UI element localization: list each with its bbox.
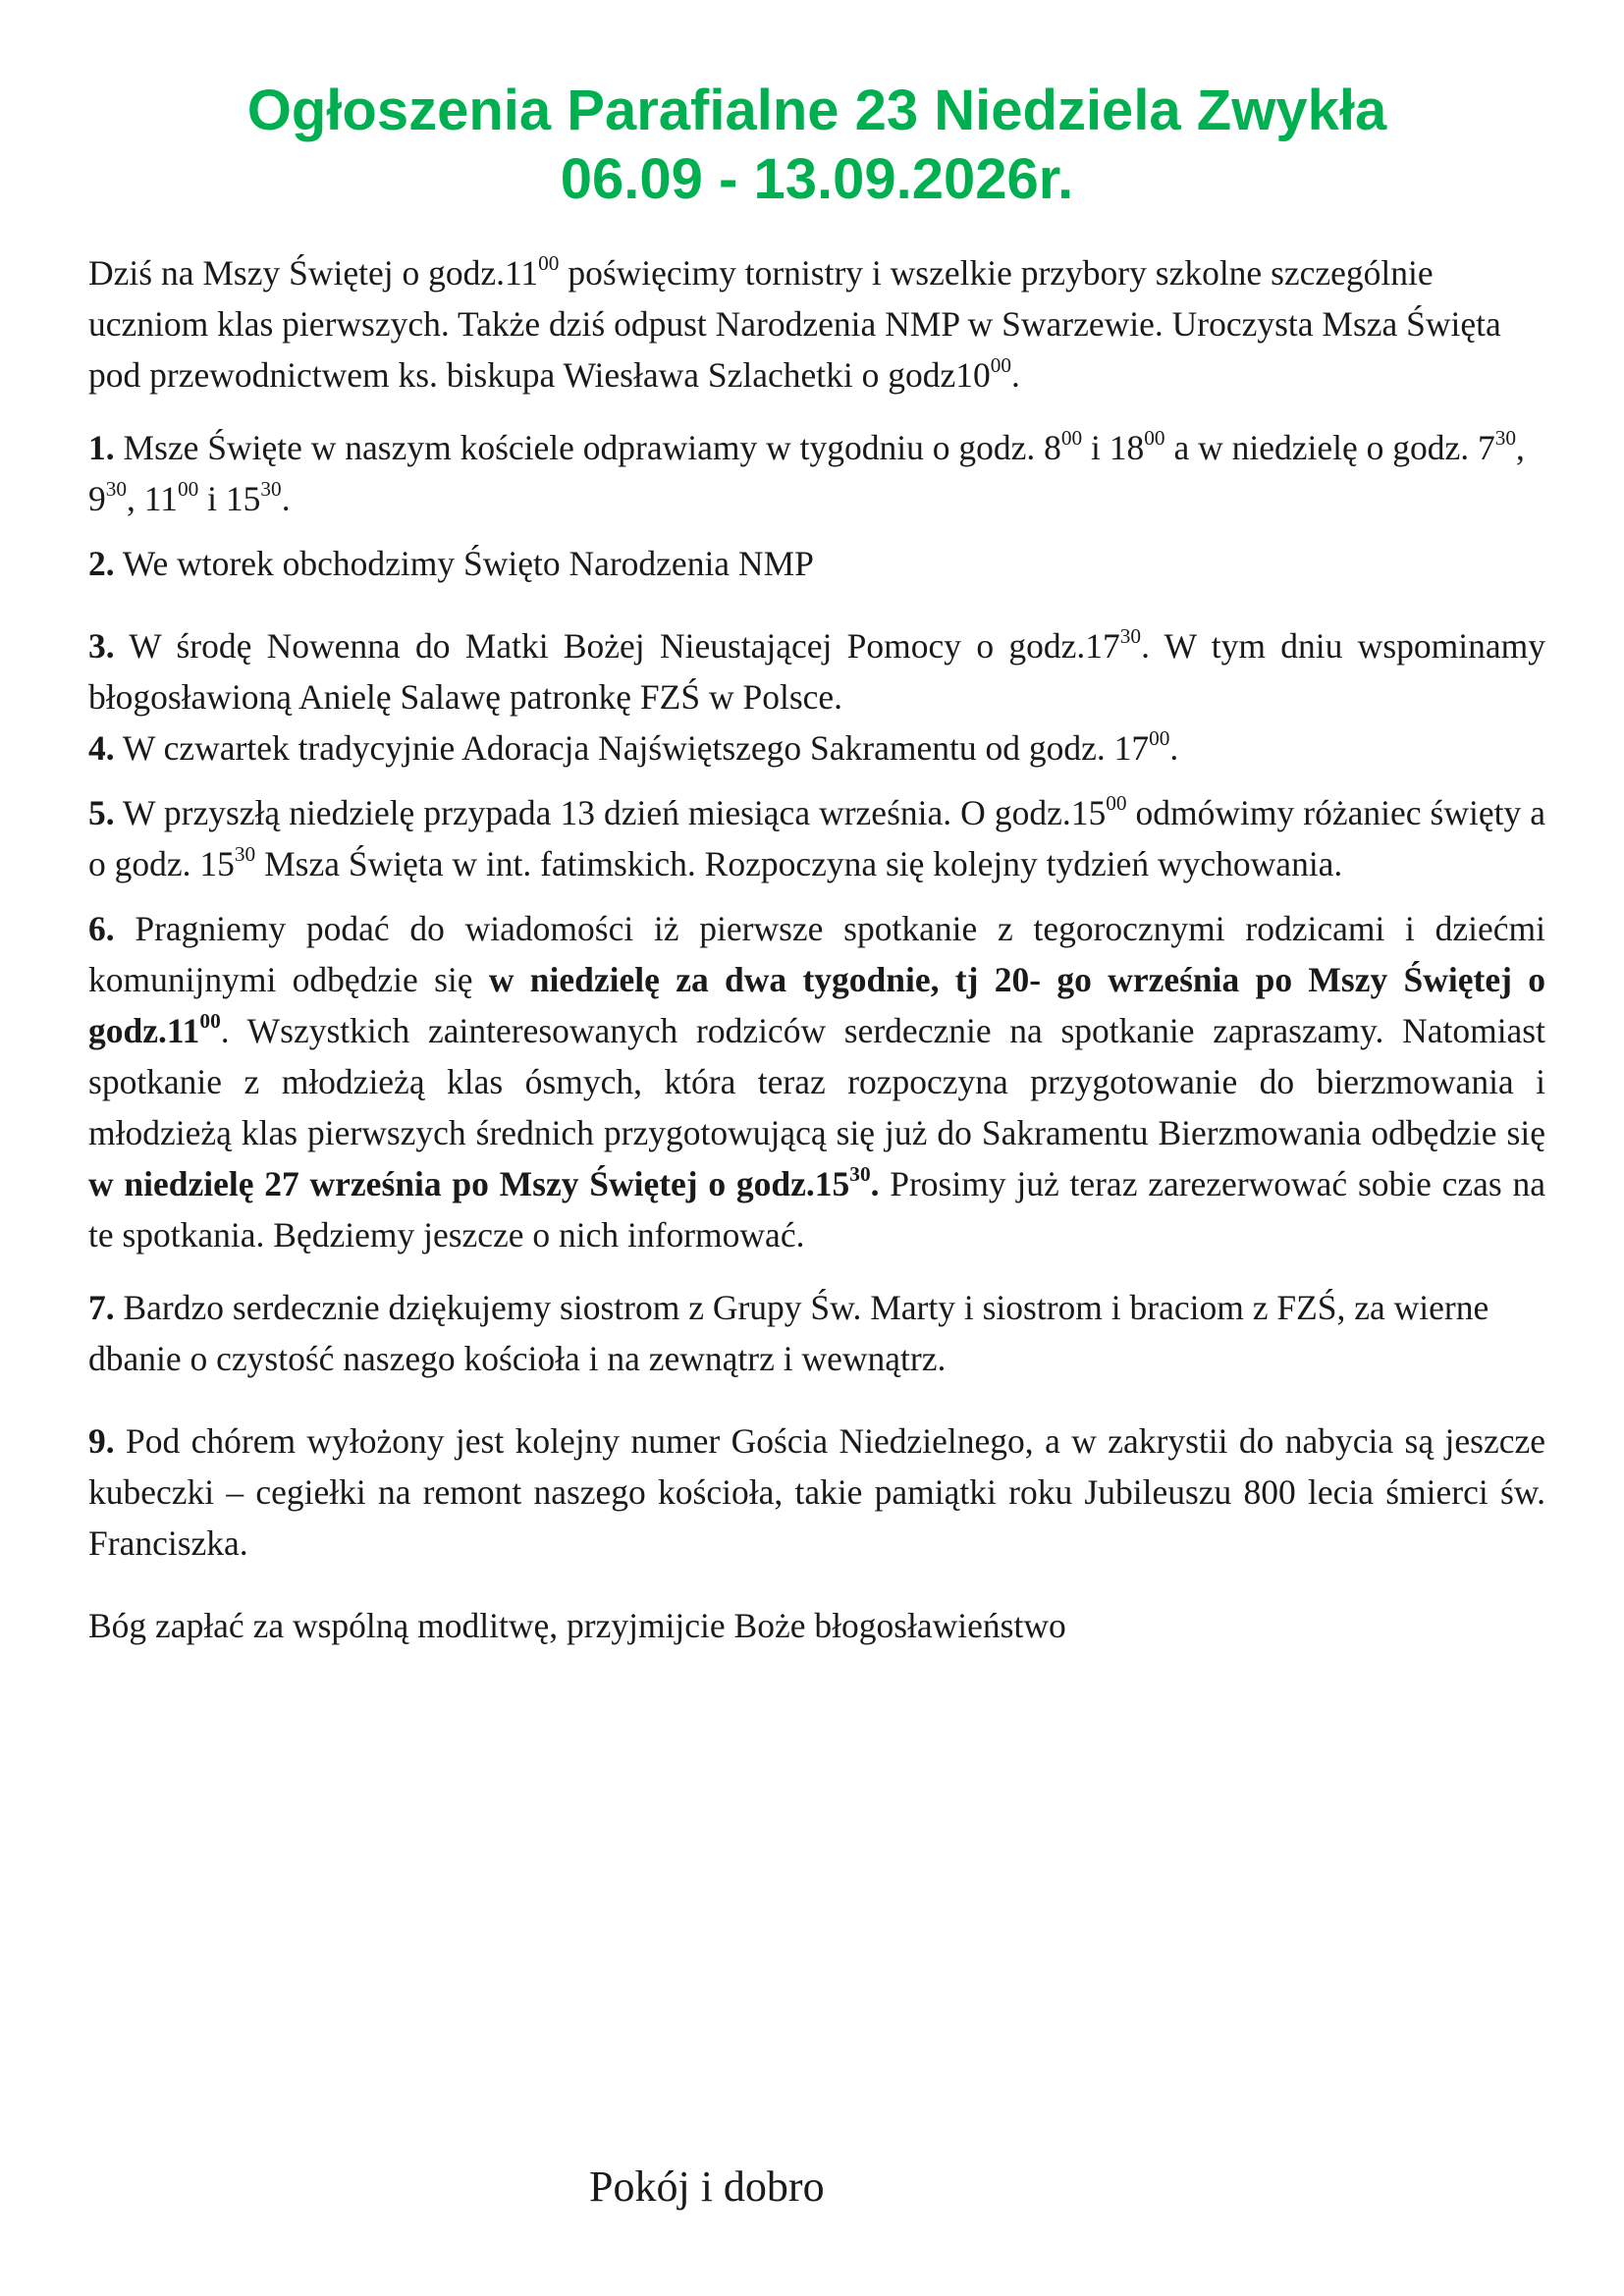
item-number: 3. bbox=[88, 626, 115, 666]
item-text: . bbox=[281, 479, 291, 518]
intro-text: . bbox=[1011, 355, 1020, 395]
intro-superscript: 00 bbox=[990, 353, 1012, 378]
announcement-item-3 bbox=[88, 620, 1545, 722]
item-superscript: 30 bbox=[260, 477, 282, 502]
item-superscript: 30 bbox=[105, 477, 128, 502]
item-text: We wtorek obchodzimy Święto Narodzenia NMP bbox=[114, 544, 814, 583]
item-text: , 11 bbox=[127, 479, 178, 518]
intro-paragraph bbox=[88, 247, 1545, 400]
title-line-1: Ogłoszenia Parafialne 23 Niedziela Zwykła bbox=[246, 79, 1387, 142]
item-bold-text: w niedzielę za dwa tygodnie, tj 20- go września po Mszy Świętej o godz.11 bbox=[88, 960, 1545, 1050]
item-text: Prosimy już teraz zarezerwować sobie czas na te spotkania. Będziemy jeszcze o nich informować. bbox=[88, 1164, 1545, 1255]
item-text: odmówimy różaniec święty a o godz. 15 bbox=[88, 793, 1545, 883]
item-superscript: 30 bbox=[849, 1162, 871, 1187]
announcement-item-2 bbox=[88, 538, 1545, 589]
item-text: Bardzo serdecznie dziękujemy siostrom z Grupy Św. Marty i siostrom i braciom z FZŚ, za wierne dbanie o czystość naszego kościoła i na zewnątrz i wewnątrz. bbox=[88, 1288, 1489, 1378]
item-text: . W tym dniu wspominamy błogosławioną Anielę Salawę patronkę FZŚ w Polsce. bbox=[88, 626, 1545, 717]
intro-text: poświęcimy tornistry i wszelkie przybory szkolne szczególnie uczniom klas pierwszych. Także dziś odpust Narodzenia NMP w Swarzewie. Uroczysta Msza Święta pod przewodnictwem ks. biskupa Wiesława Szlachetki o godz10 bbox=[88, 253, 1501, 395]
announcement-item-4 bbox=[88, 722, 1545, 774]
item-superscript: 00 bbox=[177, 477, 199, 502]
announcement-item-7 bbox=[88, 1282, 1545, 1384]
item-text: . Wszystkich zainteresowanych rodziców serdecznie na spotkanie zapraszamy. Natomiast spotkanie z młodzieżą klas ósmych, która teraz rozpoczyna przygotowanie do bierzmowania i młodzieżą klas pierwszych średnich przygotowującą się już do Sakramentu Bierzmowania odbędzie się bbox=[88, 1011, 1545, 1152]
item-text: Msza Święta w int. fatimskich. Rozpoczyna się kolejny tydzień wychowania. bbox=[255, 844, 1343, 883]
announcement-item-6 bbox=[88, 903, 1545, 1260]
footer-greeting: Pokój i dobro bbox=[589, 2163, 825, 2211]
intro-text: Dziś na Mszy Świętej o godz.11 bbox=[88, 253, 539, 293]
item-number: 5. bbox=[88, 793, 115, 832]
item-text: . bbox=[1169, 728, 1179, 768]
item-text: W czwartek tradycyjnie Adoracja Najświętszego Sakramentu od godz. 17 bbox=[114, 728, 1150, 768]
item-superscript: 30 bbox=[234, 842, 256, 867]
item-text: i 18 bbox=[1082, 428, 1145, 467]
page-title bbox=[88, 77, 1545, 214]
item-bold-text: w niedzielę 27 września po Mszy Świętej o godz.15 bbox=[88, 1164, 850, 1203]
item-number: 9. bbox=[88, 1421, 115, 1461]
item-superscript: 00 bbox=[1144, 426, 1165, 451]
item-text: Pod chórem wyłożony jest kolejny numer Gościa Niedzielnego, a w zakrystii do nabycia są jeszcze kubeczki – cegiełki na remont naszego kościoła, takie pamiątki roku Jubileuszu 800 lecia śmierci św. Franciszka. bbox=[88, 1421, 1545, 1563]
announcement-item-5 bbox=[88, 787, 1545, 889]
item-superscript: 00 bbox=[1060, 426, 1083, 451]
announcement-item-9 bbox=[88, 1415, 1545, 1569]
item-text: , 9 bbox=[88, 428, 1525, 518]
item-number: 4. bbox=[88, 728, 115, 768]
item-number: 1. bbox=[88, 428, 115, 467]
item-superscript: 00 bbox=[1106, 791, 1127, 816]
announcement-item-1 bbox=[88, 422, 1545, 524]
item-text: Pragniemy podać do wiadomości iż pierwsze spotkanie z tegorocznymi rodzicami i dziećmi komunijnymi odbędzie się bbox=[88, 909, 1545, 999]
item-number: 7. bbox=[88, 1288, 115, 1327]
item-superscript: 00 bbox=[199, 1009, 221, 1034]
item-text: W przyszłą niedzielę przypada 13 dzień miesiąca września. O godz.15 bbox=[114, 793, 1107, 832]
item-superscript: 30 bbox=[1494, 426, 1517, 451]
item-bold-text: . bbox=[870, 1164, 880, 1203]
intro-superscript: 00 bbox=[538, 251, 560, 276]
item-text: W środę Nowenna do Matki Bożej Nieustającej Pomocy o godz.17 bbox=[114, 626, 1120, 666]
title-line-2: 06.09 - 13.09.2026r. bbox=[560, 147, 1074, 211]
closing-blessing: Bóg zapłać za wspólną modlitwę, przyjmijcie Boże błogosławieństwo bbox=[88, 1606, 1066, 1645]
item-text: a w niedzielę o godz. 7 bbox=[1164, 428, 1495, 467]
item-text: Msze Święte w naszym kościele odprawiamy w tygodniu o godz. 8 bbox=[114, 428, 1061, 467]
item-number: 2. bbox=[88, 544, 115, 583]
item-number: 6. bbox=[88, 909, 115, 948]
item-text: i 15 bbox=[198, 479, 261, 518]
item-superscript: 00 bbox=[1149, 726, 1170, 751]
item-superscript: 30 bbox=[1119, 624, 1142, 649]
